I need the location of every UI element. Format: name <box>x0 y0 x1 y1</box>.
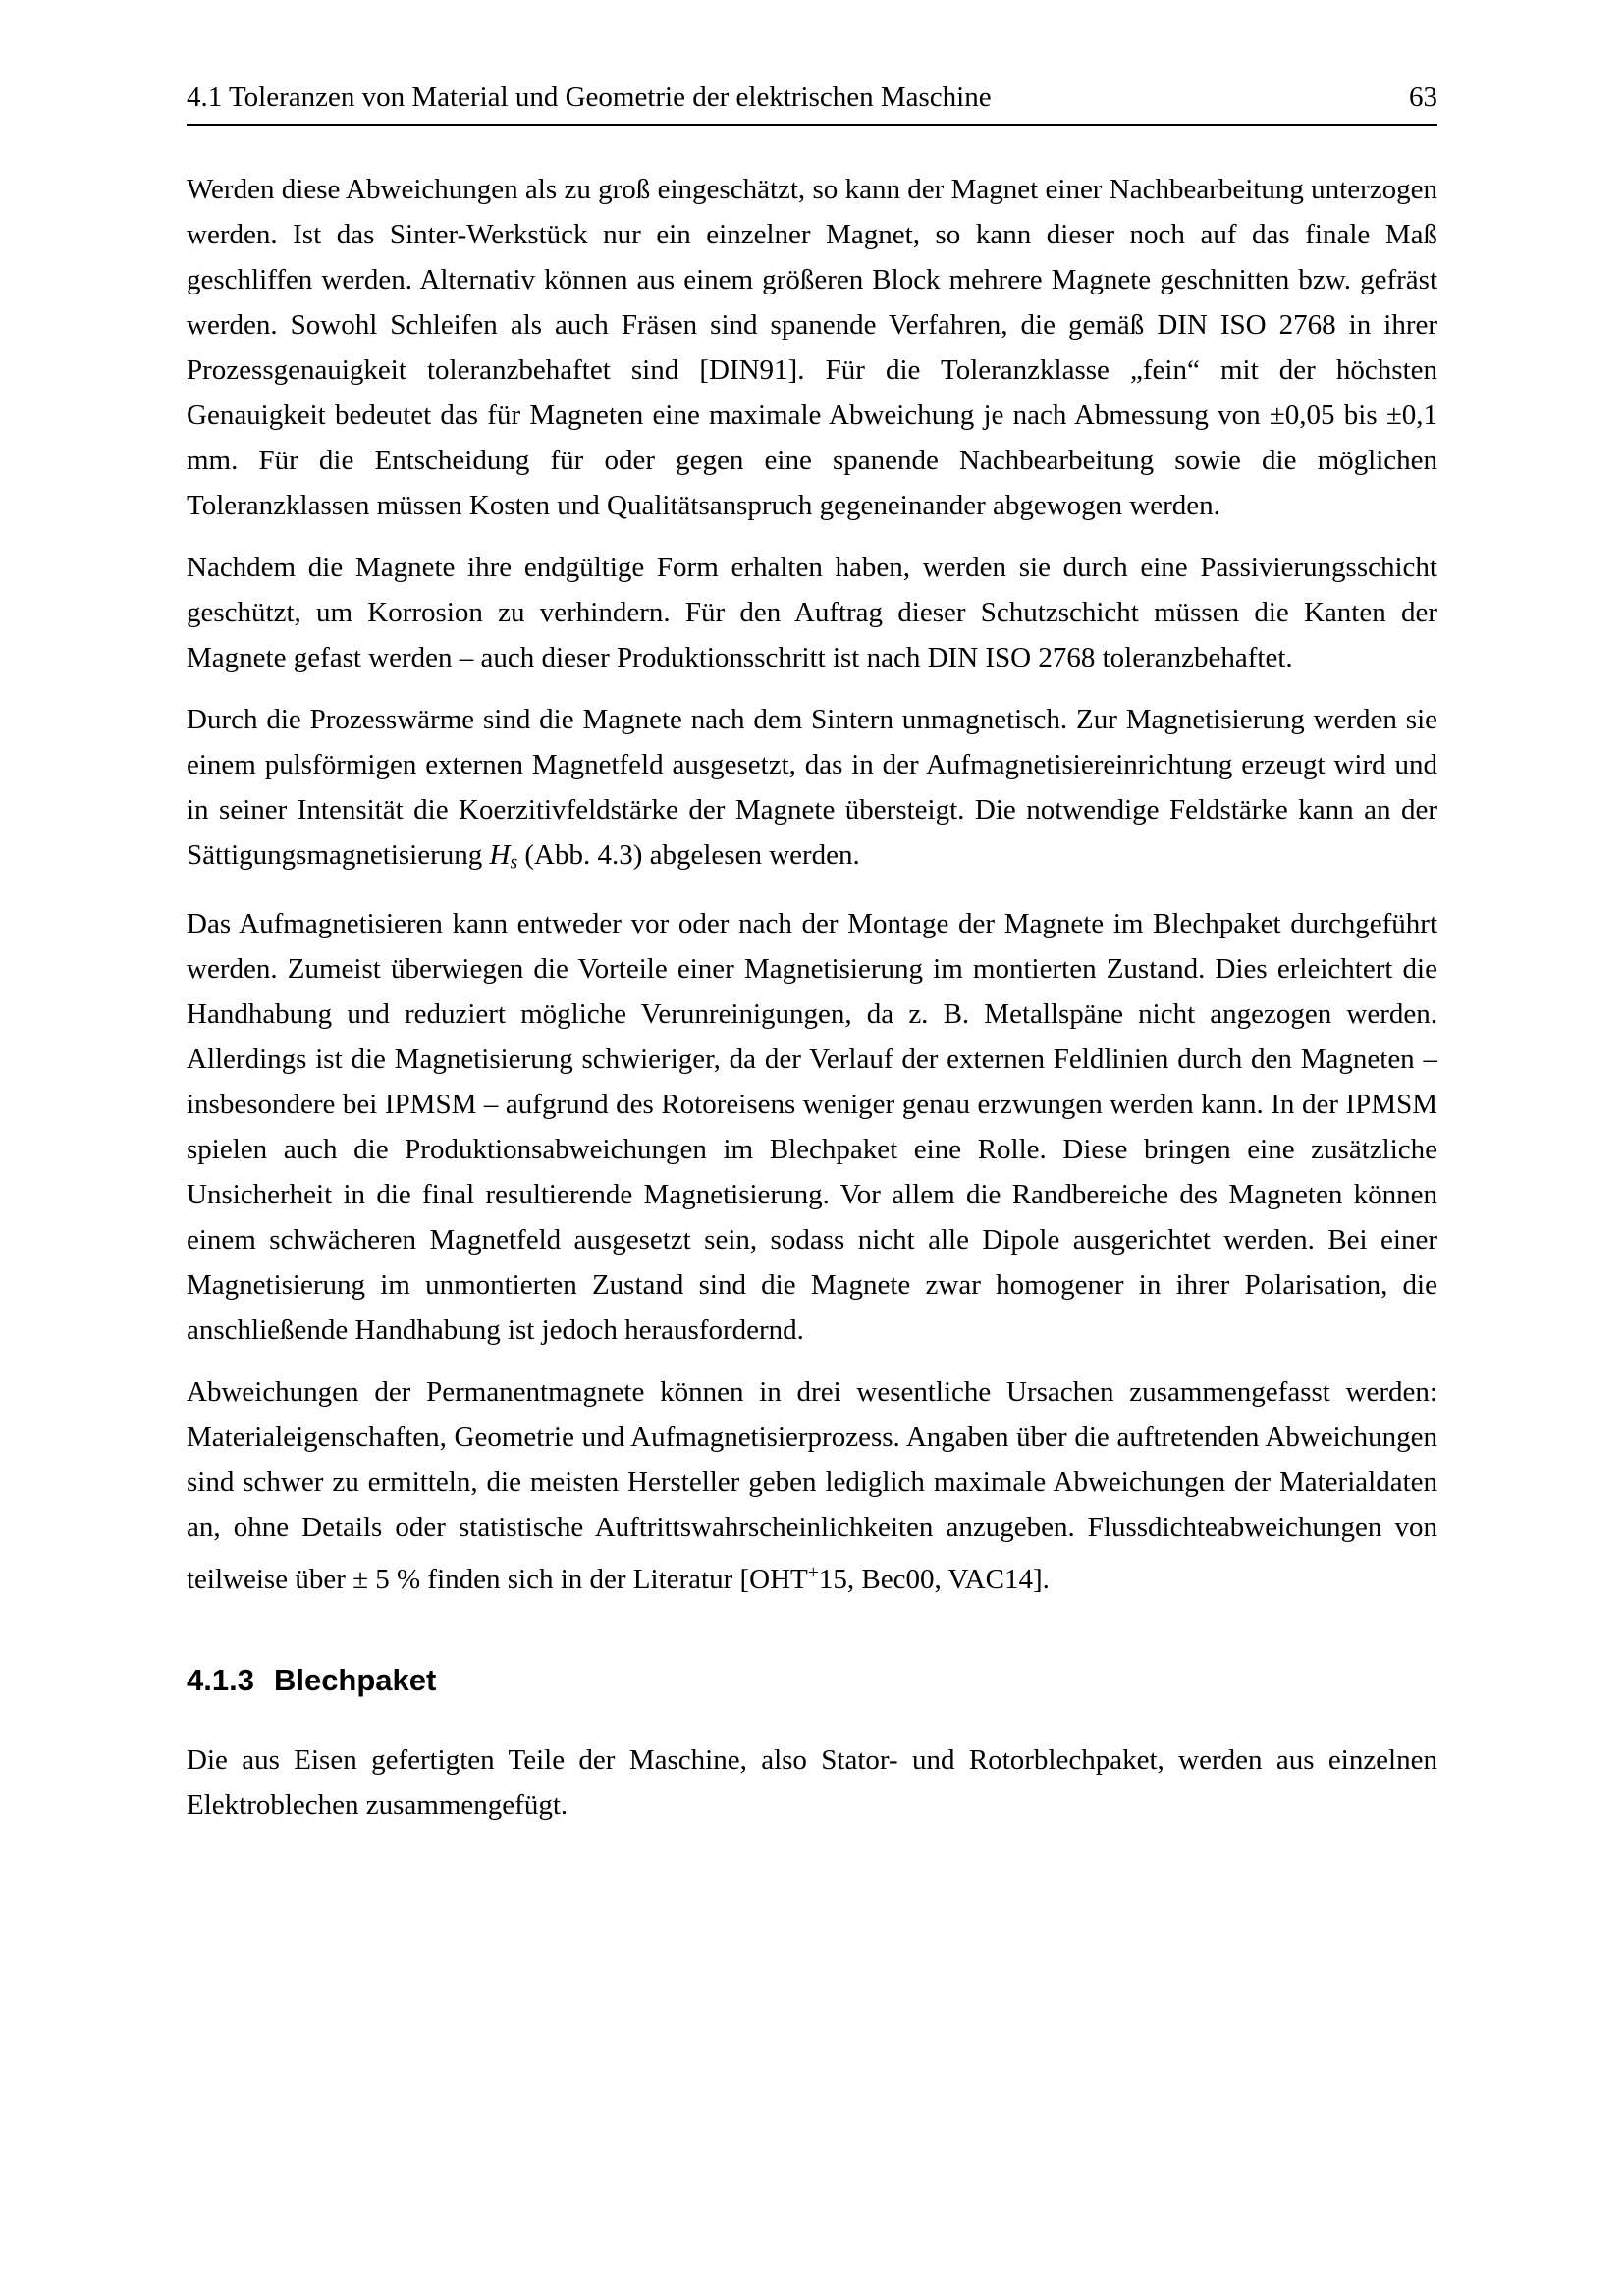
subsection-heading <box>187 1663 1437 1698</box>
paragraph-blechpaket-intro: Die aus Eisen gefertigten Teile der Maschine, also Stator- und Rotorblechpaket, werden aus einzelnen Elektroblechen zusammengefügt. <box>187 1744 1437 1822</box>
paragraph-passivierung: Nachdem die Magnete ihre endgültige Form erhalten haben, werden sie durch eine Passivierungsschicht geschützt, um Korrosion zu verhindern. Für den Auftrag dieser Schutzschicht müssen die Kanten der Magnete gefast werden – auch dieser Produktionsschritt ist nach DIN ISO 2768 toleranzbehaftet. <box>187 552 1437 673</box>
paragraph-aufmagnetisieren: Das Aufmagnetisieren kann entweder vor oder nach der Montage der Magnete im Blechpaket durchgeführt werden. Zumeist überwiegen die Vorteile einer Magnetisierung im montierten Zustand. Dies erleichtert die Handhabung und reduziert mögliche Verunreinigungen, da z. B. Metallspäne nicht angezogen werden. Allerdings ist die Magnetisierung schwieriger, da der Verlauf der externen Feldlinien durch den Magneten – insbesondere bei IPMSM – aufgrund des Rotoreisens weniger genau erzwungen werden kann. In der IPMSM spielen auch die Produktionsabweichungen im Blechpaket eine Rolle. Diese bringen eine zusätzliche Unsicherheit in die final resultierende Magnetisierung. Vor allem die Randbereiche des Magneten können einem schwächeren Magnetfeld ausgesetzt sein, sodass nicht alle Dipole ausgerichtet werden. Bei einer Magnetisierung im unmontierten Zustand sind die Magnete zwar homogener in ihrer Polarisation, die anschließende Handhabung ist jedoch herausfordernd. <box>187 908 1437 1347</box>
subsection-number: 4.1.3 <box>187 1663 254 1698</box>
paragraph-abweichungsursachen: Abweichungen der Permanentmagnete können in drei wesentliche Ursachen zusammengefasst werden: Materialeigenschaften, Geometrie und Aufmagnetisierprozess. Angaben über die auftretenden Abweichungen sind schwer zu ermitteln, die meisten Hersteller geben lediglich maximale Abweichungen der Materialdaten an, ohne Details oder statistische Auftrittswahrscheinlichkeiten anzugeben. Flussdichteabweichungen von teilweise über ± 5 % finden sich in der Literatur [OHT+15, Bec00, VAC14]. <box>187 1376 1437 1596</box>
page-body <box>187 167 1437 1828</box>
paragraph-magnetisierung: Durch die Prozesswärme sind die Magnete nach dem Sintern unmagnetisch. Zur Magnetisierung werden sie einem pulsförmigen externen Magnetfeld ausgesetzt, das in der Aufmagnetisiereinrichtung erzeugt wird und in seiner Intensität die Koerzitivfeldstärke der Magnete übersteigt. Die notwendige Feldstärke kann an der Sättigungsmagnetisierung $H_s$ (Abb. 4.3) abgelesen werden. <box>187 704 1437 874</box>
page-number: 63 <box>1409 81 1437 113</box>
running-header <box>187 80 1437 126</box>
running-header-title: 4.1 Toleranzen von Material und Geometrie der elektrischen Maschine <box>187 81 992 113</box>
page-content <box>187 80 1437 1828</box>
subsection-title: Blechpaket <box>273 1663 437 1698</box>
paragraph-nachbearbeitung: Werden diese Abweichungen als zu groß eingeschätzt, so kann der Magnet einer Nachbearbeitung unterzogen werden. Ist das Sinter-Werkstück nur ein einzelner Magnet, so kann dieser noch auf das finale Maß geschliffen werden. Alternativ können aus einem größeren Block mehrere Magnete geschnitten bzw. gefräst werden. Sowohl Schleifen als auch Fräsen sind spanende Verfahren, die gemäß DIN ISO 2768 in ihrer Prozessgenauigkeit toleranzbehaftet sind [DIN91]. Für die Toleranzklasse „fein“ mit der höchsten Genauigkeit bedeutet das für Magneten eine maximale Abweichung je nach Abmessung von ±0,05 bis ±0,1 mm. Für die Entscheidung für oder gegen eine spanende Nachbearbeitung sowie die möglichen Toleranzklassen müssen Kosten und Qualitätsanspruch gegeneinander abgewogen werden. <box>187 174 1437 521</box>
